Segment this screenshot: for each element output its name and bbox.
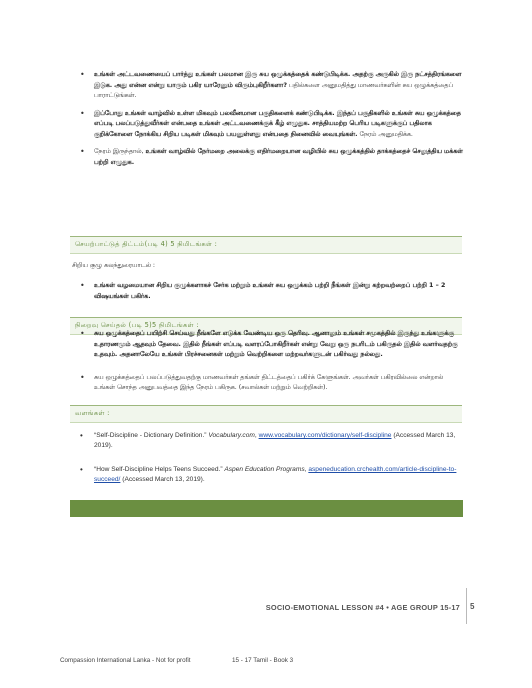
reference-item [72, 465, 464, 485]
instruction-text: உங்கள் வழமையான சிறிய குழுக்களாகச் சேர்க மற்றும் உங்கள் சுய ஒழுக்கம் பற்றி நீங்கள் இன்று கற்றவற்றைப் பற்றி 1 – 2 விஷயங்கள் பகிர்க. [94, 282, 446, 300]
list-item [72, 109, 464, 141]
reference-item [72, 431, 464, 451]
resources-list [72, 431, 464, 499]
section-heading-action-plan [70, 236, 462, 254]
reference-title: “How Self-Discipline Helps Teens Succeed.” [94, 466, 223, 473]
reference-source: Vocabulary.com [208, 432, 255, 439]
teacher-note: நேரம் அனுமதிக்க. [359, 130, 413, 138]
list-item [72, 373, 464, 394]
reference-separator: , [254, 432, 257, 439]
list-item [72, 147, 464, 168]
section-heading-text: வளங்கள் : [75, 409, 110, 417]
section-heading-text: நிறைவு செய்தல் (படி 5)5 நிமிடங்கள் : [75, 321, 199, 329]
instruction-text: உங்கள் வாழ்வில் நேர்மறை அலைக்கு எதிர்மறையான வழியில் சுய ஒழுக்கத்தில் தாக்கத்தைச் செலுத்திய மக்கள் பற்றி எழுதுக. [94, 148, 463, 166]
lesson-footer: SOCIO-EMOTIONAL LESSON #4 • AGE GROUP 15-17 [265, 603, 460, 612]
activity-bullet-list [72, 70, 464, 175]
teacher-note: நேரம் இருந்தால், [94, 148, 144, 155]
teacher-note: பதில்களை அனுமதித்து மாணவர்களின் சுய ஒழுக்கத்தைப் பாராட்டுங்கள். [94, 81, 454, 99]
reference-title: “Self-Discipline - Dictionary Definition.” [94, 432, 207, 439]
list-item [72, 70, 464, 102]
instruction-text: சுய ஒழுக்கத்தைப் பயிற்சி செய்வது நீங்களே எடுக்க வேண்டிய ஒரு தெரிவு. ஆனாலும் உங்கள் சமூகத்தில் இருந்து உங்களுக்கு உதாரணமும் ஆதவும் தேவை. இதில் நீங்கள் எப்படி வளரப்போகிறீர்கள் என்று வேறு ஒரு நபரிடம் பகிருதல் இதில் வளர்வதற்கு உதவும். அதனாலேயே உங்கள் பிரச்சனைகள் மற்றும் வெற்றிகளை மற்றவர்களுடன் பகிர்வது நல்லது. [94, 330, 458, 358]
group-discussion-label: சிறிய குழு கலந்துரையாடல் : [72, 262, 156, 269]
organization-note: Compassion International Lanka - Not for profit [60, 657, 191, 664]
section-heading-resources [70, 405, 462, 423]
reference-separator: , [304, 466, 307, 473]
teacher-note: சுய ஒழுக்கத்தைப் பலப்படுத்துவதற்கு மாணவர்கள் தங்கள் திட்டத்தைப் பகிர்க் கேளுங்கள். அவர்கள் பகிரவில்லை என்றால் உங்கள் சொந்த அனுபவத்தை இந்த நேரம் பகிருக. (சவால்கள் மற்றும் வெற்றிகள்). [94, 373, 444, 391]
reference-link[interactable]: aspeneducation.crchealth.com/article-discipline-to-succeed/ [94, 466, 457, 483]
action-plan-bullet-list [72, 281, 464, 309]
instruction-text: இப்போது உங்கள் வாழ்வில் உள்ள மிகவும் பலவீனமான பகுதிகளைக் கண்டுபிடிக்க. இந்தப் பகுதிகளில் உங்கள் சுய ஒழுக்கத்தை எப்படி பலப்படுத்துவீர்கள் என்பதை உங்கள் அட்டவணைக்குக் கீழ் எழுதுக. சாத்தியமற்ற பெரிய படிகளுக்குப் பதிலாக குறிக்கோளை நோக்கிய சிறிய படிகள் மிகவும் பயனுள்ளது என்பதை நினைவில் வையுங்கள். [94, 109, 461, 138]
footer-divider [466, 588, 467, 624]
reference-link[interactable]: www.vocabulary.com/dictionary/self-discipline [258, 432, 392, 439]
list-item [72, 281, 464, 302]
section-heading-text: செயற்பாட்டுத் திட்டம்(படி 4) 5 நிமிடங்கள் : [75, 240, 218, 248]
reference-source: Aspen Education Programs [224, 466, 305, 473]
page-number: 5 [470, 602, 475, 611]
reference-accessed: (Accessed March 13, 2019). [122, 476, 205, 483]
instruction-text: உங்கள் அட்டவணையைப் பார்த்து உங்கள் பலமான இரு சுய ஒழுக்கத்தைக் கண்டுபிடிக்க. அதற்கு அருகில் இரு நட்சத்திரங்களை இடுக. அது என்ன என்று யாரும் பகிர யாரேனும் விரும்புகிறீர்களா? [94, 71, 462, 89]
closing-bullet-list [72, 329, 464, 401]
book-note: 15 - 17 Tamil - Book 3 [232, 657, 294, 664]
reference-accessed: (Accessed March 13, 2019). [94, 432, 456, 449]
list-item [72, 329, 464, 361]
section-divider-bar [70, 500, 463, 517]
